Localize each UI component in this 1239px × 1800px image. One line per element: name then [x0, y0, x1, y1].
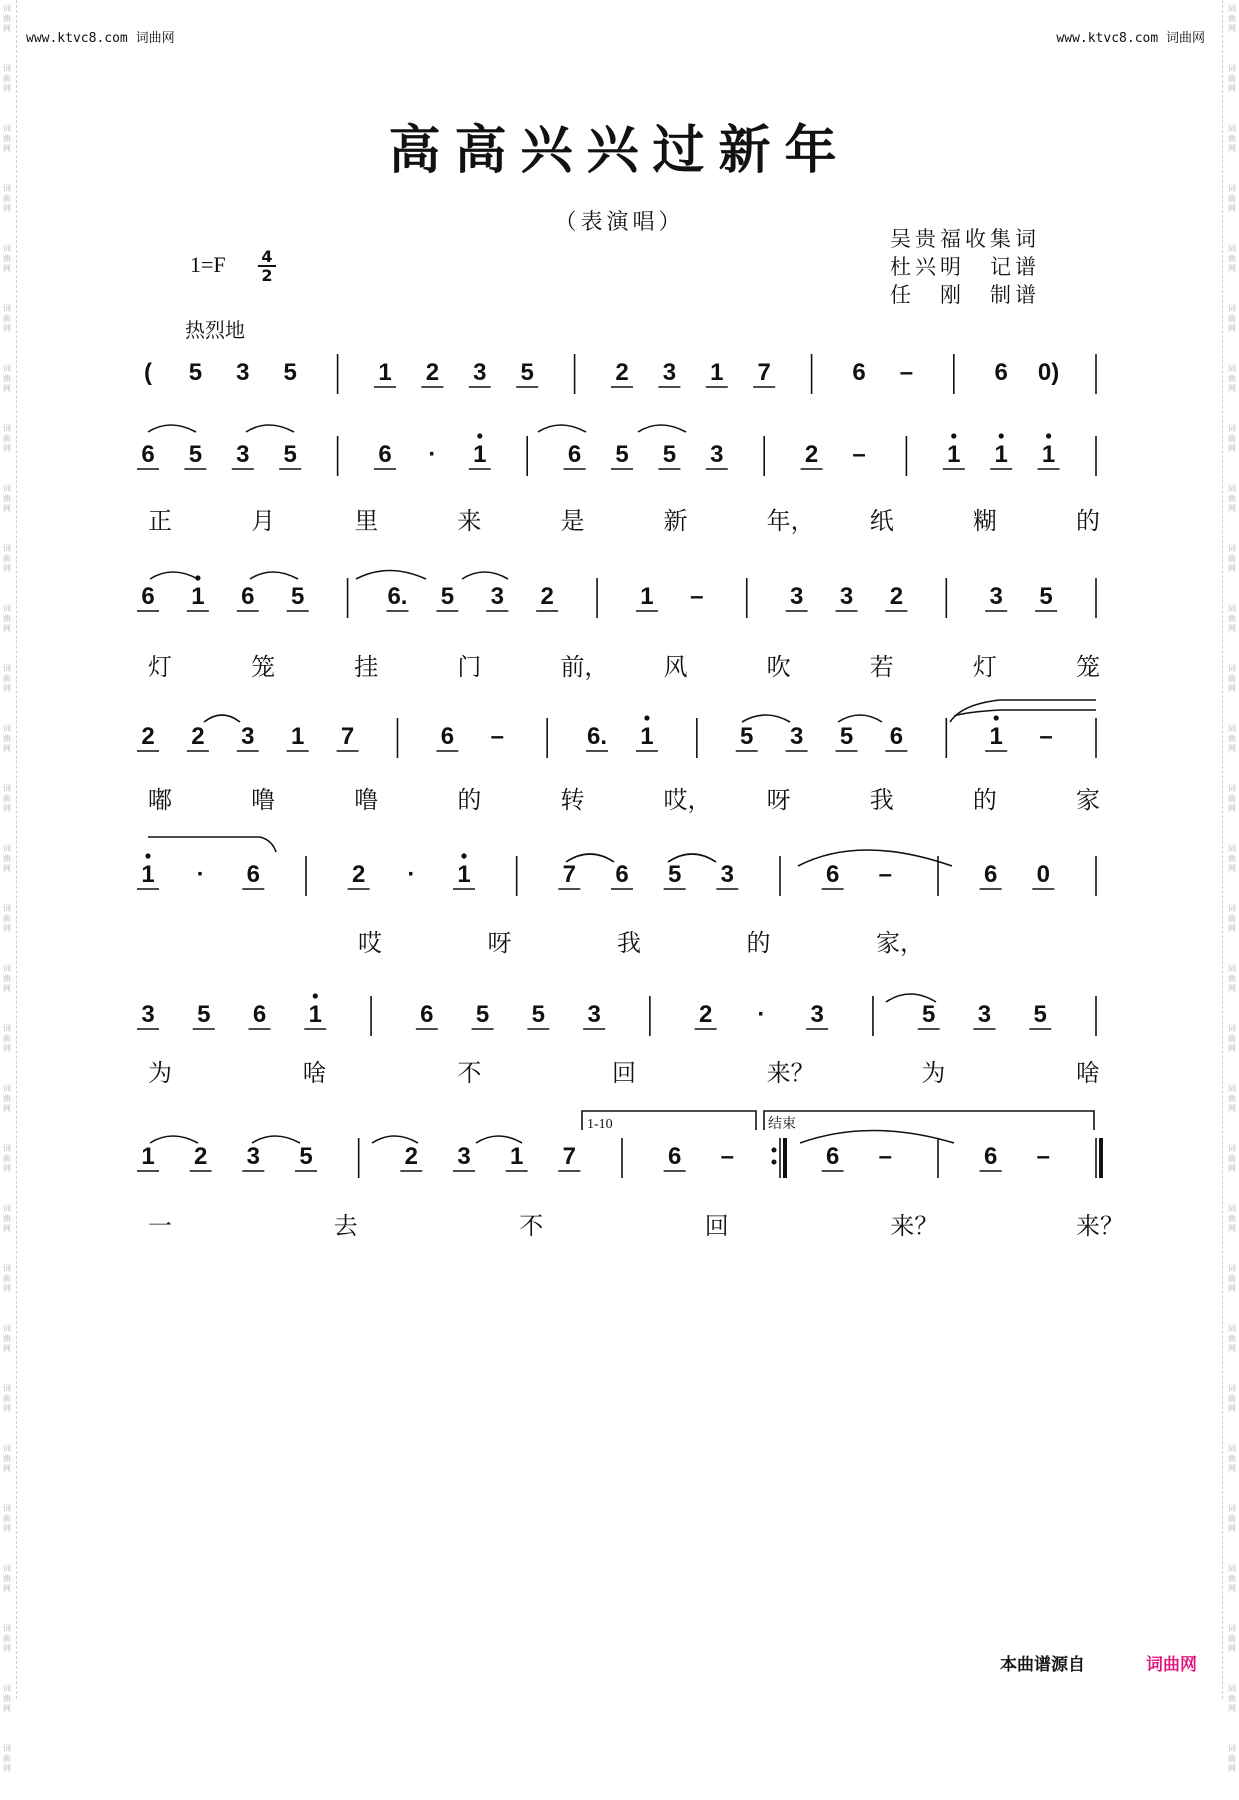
slur	[798, 850, 952, 866]
note: 6.	[387, 583, 408, 610]
lyric: 门	[457, 653, 482, 681]
note: 7	[757, 359, 771, 386]
note: 2	[191, 723, 205, 750]
note: 1	[141, 861, 155, 888]
lyric: 我	[617, 929, 641, 957]
high-octave-dot	[951, 433, 956, 438]
note: 3	[989, 583, 1003, 610]
high-octave-dot	[477, 433, 482, 438]
note: ·	[407, 861, 416, 888]
note: 1	[191, 583, 205, 610]
lyric: 噜	[251, 786, 276, 814]
note: 5	[1039, 583, 1053, 610]
note: 3	[141, 1001, 155, 1028]
note: 5	[520, 359, 534, 386]
note: 6	[567, 441, 582, 468]
note: 1	[989, 723, 1003, 750]
note: 3	[587, 1001, 601, 1028]
lyric: 回	[612, 1059, 636, 1087]
note: 1	[994, 441, 1008, 468]
key-signature: 1=F	[190, 252, 226, 277]
lyric: 去	[333, 1212, 358, 1240]
note: 1	[509, 1143, 524, 1170]
volta-1-label: 1-10	[587, 1117, 613, 1132]
lyric: 前，	[560, 653, 609, 681]
tempo-marking: 热烈地	[185, 318, 245, 342]
note: 5	[667, 861, 682, 888]
note: –	[1039, 723, 1053, 750]
note: 6	[852, 359, 866, 386]
note: 6	[241, 583, 255, 610]
slur	[356, 571, 426, 580]
note: 1	[291, 723, 305, 750]
lyric: 糊	[972, 507, 997, 535]
slur	[250, 572, 298, 579]
song-title: 高高兴兴过新年	[388, 120, 851, 181]
header-left-url[interactable]: www.ktvc8.com 词曲网	[26, 31, 175, 46]
note: 2	[404, 1143, 419, 1170]
lyric: 若	[869, 653, 894, 681]
lyric: 哎，	[663, 786, 712, 814]
note: 3	[789, 723, 804, 750]
slur	[150, 1136, 198, 1143]
lyric: 啥	[302, 1059, 327, 1087]
note: 1	[141, 1143, 155, 1170]
note: 2	[425, 359, 440, 386]
slur	[538, 425, 586, 432]
repeat-dot	[772, 1148, 777, 1153]
lyric: 吹	[766, 653, 791, 681]
note: –	[490, 723, 504, 750]
lyric: 回	[704, 1212, 729, 1240]
time-signature-bottom: 2	[261, 266, 273, 285]
lyric: 家	[1076, 786, 1100, 814]
note: 6	[667, 1143, 682, 1170]
note: 1	[473, 441, 487, 468]
note: 5	[291, 583, 305, 610]
note: 7	[562, 1143, 577, 1170]
note: 2	[141, 723, 155, 750]
lyric: 呀	[766, 786, 791, 814]
note: –	[852, 441, 866, 468]
lyric: 风	[663, 653, 688, 681]
tie	[954, 710, 1096, 716]
lyric: 来？	[1076, 1212, 1124, 1240]
note: 6	[252, 1001, 267, 1028]
note: 7	[562, 861, 577, 888]
lyric: 正	[148, 507, 172, 535]
lyric: 笼	[251, 653, 276, 681]
note: 5	[1033, 1001, 1047, 1028]
note: 6	[983, 861, 998, 888]
left-watermark-strip: 词 曲 网 词 曲 网 词 曲 网 词 曲 网 词 曲 网 词 曲 网 词 曲 网 词 曲 网 词 曲 网 词 曲 网 词 曲 网 词 曲 网 词 曲 网 词 曲 网 词 曲 网 词 曲 网 词 曲 网 词 曲 网 词 曲 网 词 曲 网 词 曲 网 词 曲 网 词 曲 网 词 曲 网 词 曲 网 词 曲 网 词 曲 网 词 曲 网 词 曲 网 词 曲 网	[3, 4, 11, 1773]
note: 5	[615, 441, 629, 468]
lyric: 的	[972, 786, 997, 814]
lyric: 啥	[1076, 1059, 1100, 1087]
note: 3	[241, 723, 255, 750]
note: –	[720, 1143, 735, 1170]
lyric: 是	[560, 507, 585, 535]
note: 3	[236, 441, 250, 468]
lyric: 的	[1076, 507, 1100, 535]
note: 6	[825, 1143, 840, 1170]
slur	[252, 1136, 300, 1143]
high-octave-dot	[145, 853, 150, 858]
note: 3	[457, 1143, 471, 1170]
credit-transcription: 杜兴明 记谱	[890, 255, 1040, 279]
slur	[742, 715, 790, 722]
note: 5	[922, 1001, 936, 1028]
lyric: 年，	[766, 507, 815, 535]
note: 5	[188, 359, 203, 386]
note: ·	[196, 861, 205, 888]
note: 3	[236, 359, 250, 386]
note: 3	[789, 583, 804, 610]
right-watermark-strip: 词 曲 网 词 曲 网 词 曲 网 词 曲 网 词 曲 网 词 曲 网 词 曲 网 词 曲 网 词 曲 网 词 曲 网 词 曲 网 词 曲 网 词 曲 网 词 曲 网 词 曲 网 词 曲 网 词 曲 网 词 曲 网 词 曲 网 词 曲 网 词 曲 网 词 曲 网 词 曲 网 词 曲 网 词 曲 网 词 曲 网 词 曲 网 词 曲 网 词 曲 网 词 曲 网	[1228, 4, 1236, 1773]
note: 6.	[587, 723, 608, 750]
note: 5	[283, 441, 297, 468]
lyric: 嘟	[148, 786, 172, 814]
time-signature-top: 4	[258, 248, 276, 267]
lyric: 笼	[1076, 653, 1100, 681]
lyric: 灯	[972, 653, 997, 681]
note: 6	[615, 861, 629, 888]
high-octave-dot	[999, 433, 1004, 438]
note: 3	[710, 441, 724, 468]
lyric: 为	[148, 1059, 172, 1087]
note: 6	[983, 1143, 998, 1170]
note: 6	[141, 583, 155, 610]
note: 1	[308, 1001, 322, 1028]
slur	[838, 715, 882, 722]
credit-lyrics: 吴贵福收集词	[890, 227, 1040, 251]
lyric: 不	[457, 1059, 482, 1087]
lyric: 来	[457, 507, 482, 535]
note: 5	[531, 1001, 546, 1028]
note: 5	[283, 359, 297, 386]
slur	[148, 425, 196, 432]
note: 6	[440, 723, 455, 750]
note: 6	[141, 441, 155, 468]
note: 5	[188, 441, 203, 468]
lyric: 转	[560, 786, 585, 814]
lyric: 里	[354, 507, 379, 535]
lyric: 纸	[869, 507, 894, 535]
lyric: 不	[519, 1212, 544, 1240]
note: 6	[825, 861, 840, 888]
tie	[148, 837, 276, 852]
high-octave-dot	[644, 715, 649, 720]
lyric: 灯	[148, 653, 172, 681]
note: 1	[457, 861, 471, 888]
lyric: 新	[663, 507, 688, 535]
slur	[462, 572, 508, 579]
note: 2	[351, 861, 366, 888]
lyric: 噜	[354, 786, 379, 814]
note: 1	[378, 359, 392, 386]
lyric: 月	[251, 507, 276, 535]
note: 2	[889, 583, 904, 610]
repeat-dot	[772, 1160, 777, 1165]
volta-2-label: 结束	[768, 1115, 796, 1131]
note: 5	[197, 1001, 211, 1028]
note: 1	[1041, 441, 1056, 468]
note: 2	[698, 1001, 713, 1028]
lyric: 为	[921, 1059, 946, 1087]
lyric: 来？	[766, 1059, 815, 1087]
lyric: 挂	[354, 653, 379, 681]
note: 0	[1036, 861, 1051, 888]
lyric: 的	[746, 929, 771, 957]
note: –	[690, 583, 704, 610]
slur	[476, 1136, 522, 1143]
note: 3	[810, 1001, 824, 1028]
tie	[950, 700, 1096, 722]
slur	[638, 425, 686, 432]
note: ·	[428, 441, 437, 468]
slur	[372, 1136, 418, 1143]
slur	[204, 715, 240, 722]
note: 1	[710, 359, 724, 386]
lyric: 哎	[358, 929, 382, 957]
note: 3	[662, 359, 677, 386]
ornament-layer	[148, 425, 1096, 1143]
note: 5	[440, 583, 455, 610]
note: 3	[977, 1001, 992, 1028]
note: 6	[378, 441, 392, 468]
credit-engraving: 任 刚 制谱	[890, 283, 1040, 307]
notes-layer	[137, 354, 1101, 1178]
lyrics-layer	[148, 507, 1124, 1240]
footer-source: 本曲谱源自	[1000, 1655, 1085, 1675]
lyric: 家，	[876, 929, 924, 957]
lyric: 的	[457, 786, 482, 814]
note: 6	[994, 359, 1008, 386]
lyric: 一	[148, 1212, 172, 1240]
lyric: 我	[869, 786, 894, 814]
note: 2	[615, 359, 629, 386]
slur	[800, 1131, 954, 1144]
note: 1	[947, 441, 961, 468]
note: 3	[839, 583, 854, 610]
note: 1	[640, 583, 654, 610]
note: 6	[420, 1001, 434, 1028]
note: –	[899, 359, 914, 386]
high-octave-dot	[313, 993, 318, 998]
note: 5	[740, 723, 754, 750]
note: 5	[475, 1001, 490, 1028]
note: 3	[490, 583, 504, 610]
high-octave-dot	[461, 853, 466, 858]
lyric: 呀	[487, 929, 512, 957]
note: 3	[720, 861, 735, 888]
note: 2	[540, 583, 554, 610]
note: –	[878, 861, 893, 888]
note: 6	[246, 861, 261, 888]
note: –	[878, 1143, 893, 1170]
note: (	[144, 359, 152, 386]
note: 5	[839, 723, 854, 750]
song-subtitle: （表演唱）	[554, 210, 685, 235]
note: 5	[299, 1143, 313, 1170]
high-octave-dot	[1046, 433, 1051, 438]
note: 6	[889, 723, 904, 750]
note: 3	[473, 359, 487, 386]
note: 2	[193, 1143, 208, 1170]
note: 1	[640, 723, 654, 750]
note: 2	[804, 441, 819, 468]
slur	[246, 425, 294, 432]
lyric: 来？	[890, 1212, 939, 1240]
header-right-url[interactable]: www.ktvc8.com 词曲网	[1056, 31, 1205, 46]
footer-logo[interactable]: 词曲网	[1146, 1655, 1197, 1675]
note: –	[1036, 1143, 1051, 1170]
note: 7	[340, 723, 355, 750]
slur	[150, 572, 198, 579]
note: 5	[662, 441, 677, 468]
note: 3	[246, 1143, 261, 1170]
volta-2-bracket	[764, 1111, 1094, 1130]
high-octave-dot	[994, 715, 999, 720]
note: ·	[757, 1001, 766, 1028]
note: 0)	[1037, 359, 1060, 386]
